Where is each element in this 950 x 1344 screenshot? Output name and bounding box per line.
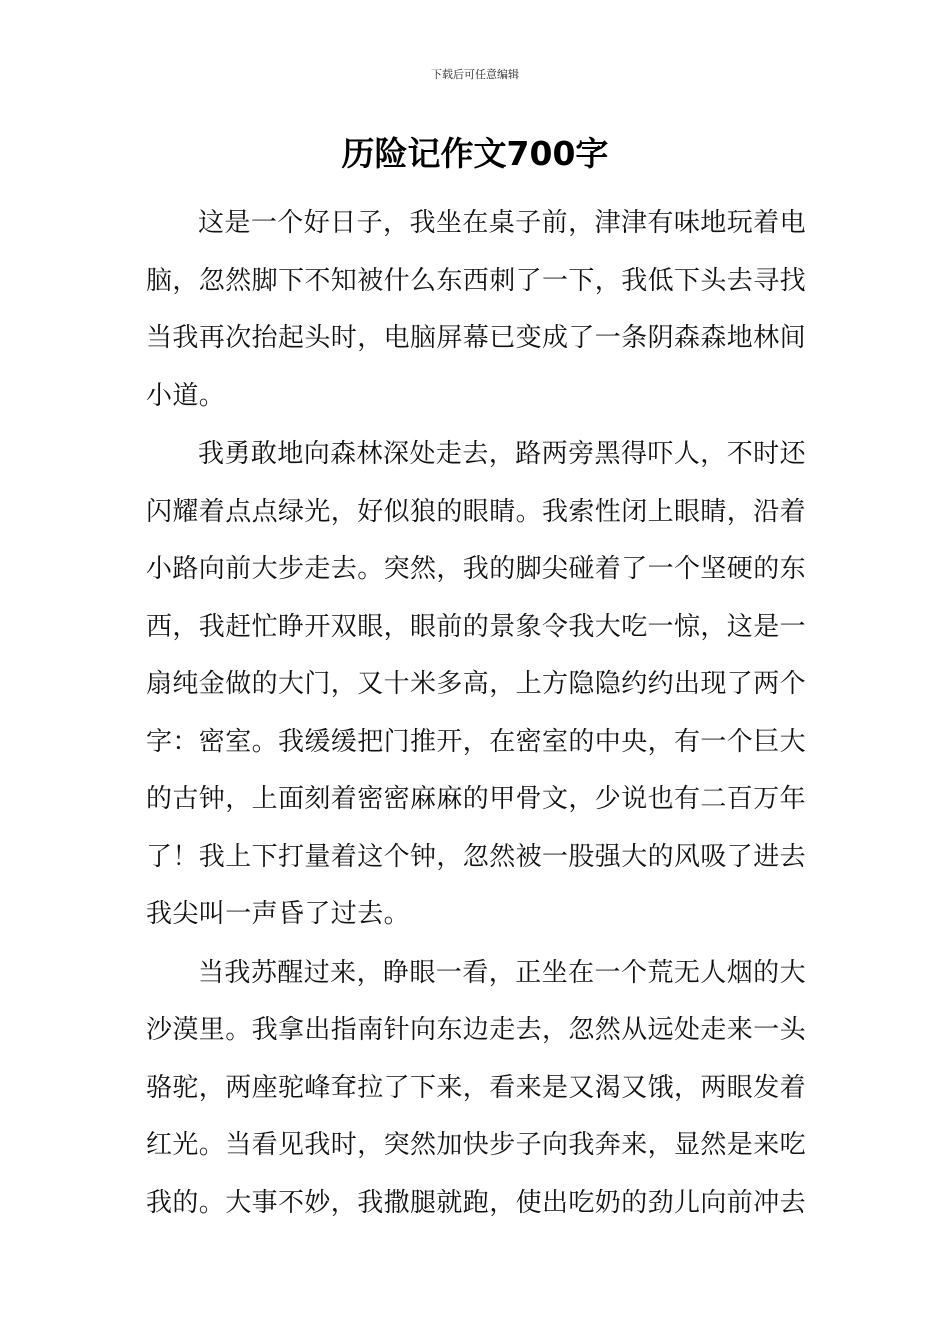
paragraph-1: 这是一个好日子，我坐在桌子前，津津有味地玩着电脑，忽然脚下不知被什么东西刺了一下，我低下头去寻找当我再次抬起头时，电脑屏幕已变成了一条阴森森地林间小道。 [146,208,807,411]
document-title: 历险记作文700字 [341,134,609,173]
header-note: 下载后可任意编辑 [431,68,519,81]
document-body [146,195,806,1233]
paragraph-2: 我勇敢地向森林深处走去，路两旁黑得吓人，不时还闪耀着点点绿光，好似狼的眼睛。我索性闭上眼睛，沿着小路向前大步走去。突然，我的脚尖碰着了一个坚硬的东西，我赶忙睁开双眼，眼前的景象令我大吃一惊，这是一扇纯金做的大门，又十米多高，上方隐隐约约出现了两个字：密室。我缓缓把门推开，在密室的中央，有一个巨大的古钟，上面刻着密密麻麻的甲骨文，少说也有二百万年了！我上下打量着这个钟，忽然被一股强大的风吸了进去我尖叫一声昏了过去。 [146,439,807,929]
paragraph-3: 当我苏醒过来，睁眼一看，正坐在一个荒无人烟的大沙漠里。我拿出指南针向东边走去，忽然从远处走来一头骆驼，两座驼峰耷拉了下来，看来是又渴又饿，两眼发着红光。当看见我时，突然加快步子向我奔来，显然是来吃我的。大事不妙，我撒腿就跑，使出吃奶的劲儿向前冲去 [146,957,807,1218]
